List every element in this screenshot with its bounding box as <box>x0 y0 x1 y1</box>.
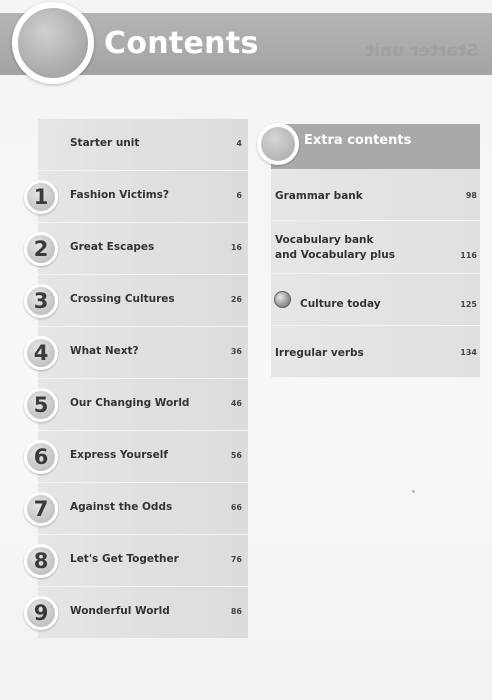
extra-item-page: 98 <box>465 191 477 200</box>
unit-title: What Next? <box>70 345 139 357</box>
extra-contents-title: Extra contents <box>304 133 412 148</box>
extra-item-title: Grammar bank <box>275 190 363 202</box>
unit-number-badge: 5 <box>24 388 58 422</box>
extra-row-vocabulary-bank[interactable] <box>271 221 480 274</box>
speck <box>412 490 415 493</box>
unit-title: Against the Odds <box>70 501 173 513</box>
unit-number-badge: 8 <box>24 544 58 578</box>
unit-page: 4 <box>236 139 242 148</box>
unit-page: 86 <box>230 607 242 616</box>
unit-number-badge: 3 <box>24 284 58 318</box>
unit-title: Fashion Victims? <box>70 189 169 201</box>
extra-item-page: 125 <box>460 300 477 309</box>
unit-number-badge: 6 <box>24 440 58 474</box>
extra-item-page: 134 <box>460 348 477 357</box>
unit-row-7[interactable] <box>33 483 248 535</box>
unit-number-badge: 1 <box>24 180 58 214</box>
unit-row-6[interactable] <box>33 431 248 483</box>
header-circle <box>12 2 94 84</box>
unit-title: Starter unit <box>70 137 140 149</box>
extra-row-irregular-verbs[interactable] <box>271 326 480 378</box>
unit-row-9[interactable] <box>33 587 248 639</box>
unit-row-starter[interactable] <box>38 119 248 171</box>
unit-page: 16 <box>230 243 242 252</box>
unit-title: Wonderful World <box>70 605 170 617</box>
unit-title: Express Yourself <box>70 449 168 461</box>
unit-page: 66 <box>230 503 242 512</box>
unit-row-4[interactable] <box>33 327 248 379</box>
unit-row-5[interactable] <box>33 379 248 431</box>
unit-row-8[interactable] <box>33 535 248 587</box>
extra-item-page: 116 <box>460 251 477 260</box>
unit-title: Crossing Cultures <box>70 293 175 305</box>
globe-icon <box>274 291 291 308</box>
unit-row-1[interactable] <box>33 171 248 223</box>
header-ghost-text: Starter unit <box>365 41 478 61</box>
extra-item-title: Culture today <box>300 298 381 310</box>
extra-item-title: Irregular verbs <box>275 347 364 359</box>
unit-page: 76 <box>230 555 242 564</box>
unit-number-badge: 2 <box>24 232 58 266</box>
page-title: Contents <box>104 26 259 61</box>
extra-row-culture-today[interactable] <box>271 274 480 326</box>
unit-number-badge: 9 <box>24 596 58 630</box>
unit-row-2[interactable] <box>33 223 248 275</box>
unit-title: Our Changing World <box>70 397 190 409</box>
unit-number-badge: 7 <box>24 492 58 526</box>
unit-page: 36 <box>230 347 242 356</box>
unit-row-3[interactable] <box>33 275 248 327</box>
extra-row-grammar-bank[interactable] <box>271 169 480 221</box>
unit-title: Let's Get Together <box>70 553 179 565</box>
extra-contents-circle <box>257 123 299 165</box>
unit-page: 26 <box>230 295 242 304</box>
unit-page: 56 <box>230 451 242 460</box>
extra-item-title-line1: Vocabulary bank <box>275 234 374 246</box>
unit-number-badge: 4 <box>24 336 58 370</box>
unit-title: Great Escapes <box>70 241 155 253</box>
extra-item-title-line2: and Vocabulary plus <box>275 249 396 261</box>
unit-page: 6 <box>236 191 242 200</box>
unit-page: 46 <box>230 399 242 408</box>
